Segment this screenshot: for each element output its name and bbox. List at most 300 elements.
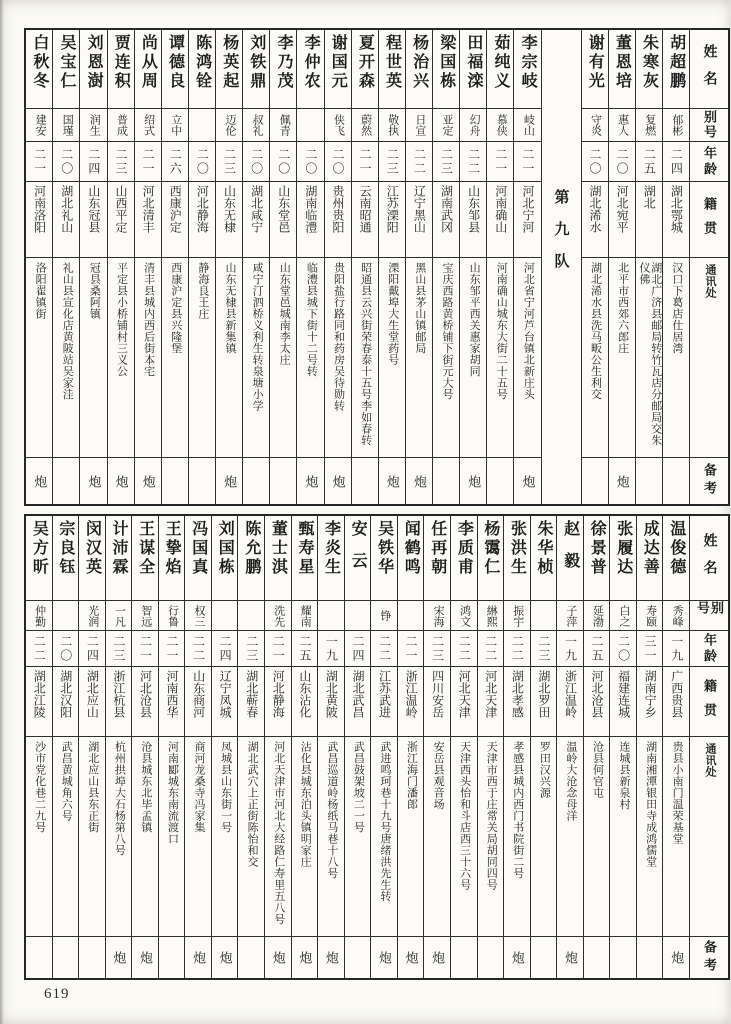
- person-age: 二一: [487, 141, 513, 181]
- person-age: 二〇: [243, 141, 269, 181]
- person-remark: 炮: [406, 457, 432, 504]
- person-remark: [79, 936, 105, 978]
- person-age: 二一: [398, 630, 424, 666]
- person-column: [26, 516, 53, 978]
- header-name: 姓名: [701, 44, 717, 98]
- person-address: 河北省宁河芦台镇北新庄头: [514, 257, 540, 457]
- person-address: 湖北应山县东正街: [79, 736, 105, 936]
- person-address: 汉口下葛店仕居湾: [663, 257, 689, 457]
- person-name: 刘恩澍: [85, 34, 103, 91]
- person-name: 宗良钰: [56, 520, 74, 577]
- person-alias: [345, 600, 371, 630]
- person-alias: 慕侠: [487, 108, 513, 141]
- person-remark: 炮: [135, 457, 161, 504]
- person-age: 二四: [345, 630, 371, 666]
- person-remark: [637, 936, 663, 978]
- person-address: 湖南湘潭银田寺成鸿儒堂: [637, 736, 663, 936]
- person-column: [325, 30, 352, 504]
- person-native-place: 河北沧县: [132, 666, 158, 736]
- person-alias: 立中: [162, 108, 188, 141]
- person-remark: [584, 936, 610, 978]
- person-name: 李仲农: [302, 34, 320, 91]
- person-age: 二二: [504, 630, 530, 666]
- person-age: 二六: [162, 141, 188, 181]
- person-age: 二五: [292, 630, 318, 666]
- header-place: 籍贯: [690, 666, 728, 736]
- person-alias: 佩青: [270, 108, 296, 141]
- person-name: 谢有光: [586, 34, 604, 91]
- person-column: [424, 516, 451, 978]
- person-age: 三一: [637, 630, 663, 666]
- person-remark: 炮: [514, 457, 540, 504]
- person-name: 张履达: [614, 520, 632, 577]
- person-remark: [243, 457, 269, 504]
- person-alias: 润生: [80, 108, 106, 141]
- person-native-place: 湖北武昌: [345, 666, 371, 736]
- person-age: 二五: [636, 141, 662, 181]
- person-age: 二二: [460, 141, 486, 181]
- person-native-place: 湖南宁乡: [637, 666, 663, 736]
- header-remark: 备考: [690, 936, 728, 978]
- person-name: 闻鹤鸣: [402, 520, 420, 577]
- person-name: 赵毅: [561, 520, 579, 584]
- person-remark: 炮: [26, 457, 52, 504]
- person-alias: 叔礼: [243, 108, 269, 141]
- person-age: 二二: [406, 141, 432, 181]
- person-age: 一九: [663, 630, 689, 666]
- person-address: 静海良王庄: [189, 257, 215, 457]
- person-alias: 郁彬: [663, 108, 689, 141]
- person-column: [609, 30, 636, 504]
- person-name: 冯国真: [189, 520, 207, 577]
- person-native-place: 湖北黄陂: [318, 666, 344, 736]
- header-age: 年龄: [690, 141, 728, 181]
- person-remark: [451, 936, 477, 978]
- person-address: 昭通县云兴街荣春泰十五号李如春转: [352, 257, 378, 457]
- person-address: 罗田汉兴源: [531, 736, 557, 936]
- person-alias: 一凡: [106, 600, 132, 630]
- header-address: 通讯处: [690, 736, 728, 936]
- person-column: [189, 30, 216, 504]
- person-name: 温俊德: [667, 520, 685, 577]
- person-remark: 炮: [424, 936, 450, 978]
- person-name: 茹纯义: [491, 34, 509, 91]
- person-name: 白秋冬: [30, 34, 48, 91]
- person-age: 二三: [108, 141, 134, 181]
- person-column: [433, 30, 460, 504]
- person-address: 天津市西于庄常关局胡同四号: [478, 736, 504, 936]
- person-age: 二二: [478, 630, 504, 666]
- person-remark: 炮: [398, 936, 424, 978]
- person-alias: [398, 600, 424, 630]
- person-native-place: 浙江杭县: [106, 666, 132, 736]
- person-remark: 炮: [132, 936, 158, 978]
- person-column: [584, 516, 611, 978]
- person-address: 杭州拱埠大石杨第八号: [106, 736, 132, 936]
- person-native-place: 湖南武冈: [433, 181, 459, 257]
- person-address: 湖北浠水县洗马畈公生利交: [582, 257, 608, 457]
- person-name: 王挚焰: [163, 520, 181, 577]
- person-age: 二三: [216, 141, 242, 181]
- person-native-place: 湖北浠水: [582, 181, 608, 257]
- person-column: [80, 30, 107, 504]
- column-headers: [690, 516, 728, 978]
- person-age: 二四: [80, 141, 106, 181]
- header-address: 通讯处: [690, 257, 728, 457]
- header-age: 年龄: [690, 630, 728, 666]
- person-alias: [238, 600, 264, 630]
- squad-label: 第九队: [552, 189, 569, 285]
- person-remark: [663, 457, 689, 504]
- person-age: 二〇: [297, 141, 323, 181]
- person-column: [265, 516, 292, 978]
- person-native-place: 湖北汉阳: [53, 666, 79, 736]
- person-alias: 白之: [610, 600, 636, 630]
- person-column: [270, 30, 297, 504]
- person-column: [398, 516, 425, 978]
- header-remark: 备考: [690, 457, 728, 504]
- person-alias: [297, 108, 323, 141]
- person-address: 冠县桑阿镇: [80, 257, 106, 457]
- person-native-place: 湖北蕲春: [238, 666, 264, 736]
- person-alias: 亚定: [433, 108, 459, 141]
- person-alias: 幻舟: [460, 108, 486, 141]
- person-alias: 建安: [26, 108, 52, 141]
- person-age: 二一: [352, 141, 378, 181]
- person-age: 二三: [379, 141, 405, 181]
- person-name: 谭德良: [166, 34, 184, 91]
- person-address: 凤城县山东街一号: [212, 736, 238, 936]
- person-age: 二一: [132, 630, 158, 666]
- person-name: 闵汉英: [83, 520, 101, 577]
- person-native-place: 山东商河: [185, 666, 211, 736]
- person-age: 二一: [159, 630, 185, 666]
- person-alias: 守炎: [582, 108, 608, 141]
- person-address: 武昌巡道岭杨纸马巷十八号: [318, 736, 344, 936]
- person-remark: 炮: [80, 457, 106, 504]
- person-address: 沧县何官屯: [584, 736, 610, 936]
- person-column: [216, 30, 243, 504]
- person-alias: 绍式: [135, 108, 161, 141]
- person-name: 谢国元: [329, 34, 347, 91]
- person-alias: 耀南: [292, 600, 318, 630]
- person-column: [610, 516, 637, 978]
- person-column: [531, 516, 558, 978]
- person-address: 临澧县城下街十二号转: [297, 257, 323, 457]
- person-age: 二〇: [189, 141, 215, 181]
- person-age: 二一: [26, 141, 52, 181]
- person-name: 胡超鹏: [667, 34, 685, 91]
- person-name: 尚从周: [139, 34, 157, 91]
- person-name: 杨英起: [220, 34, 238, 91]
- person-address: 湖北广济县邮局转竹瓦店分邮局交朱仪佛: [636, 257, 662, 457]
- person-alias: 宋海: [424, 600, 450, 630]
- person-remark: 炮: [609, 457, 635, 504]
- person-remark: 炮: [504, 936, 530, 978]
- person-native-place: 广西贵县: [663, 666, 689, 736]
- person-native-place: 湖南临澧: [297, 181, 323, 257]
- person-age: 二一: [265, 630, 291, 666]
- person-name: 安云: [349, 520, 367, 584]
- person-column: [238, 516, 265, 978]
- person-name: 李炎生: [322, 520, 340, 577]
- roster-table-top: [24, 28, 730, 506]
- roster-table-bottom: [24, 514, 730, 980]
- person-column: [478, 516, 505, 978]
- person-age: 二〇: [325, 141, 351, 181]
- person-alias: 延渤: [584, 600, 610, 630]
- person-name: 甄寿星: [295, 520, 313, 577]
- person-remark: 炮: [216, 457, 242, 504]
- person-alias: 蔚然: [352, 108, 378, 141]
- person-column: [135, 30, 162, 504]
- person-native-place: 湖北咸宁: [243, 181, 269, 257]
- person-column: [53, 30, 80, 504]
- person-name: 李宗岐: [519, 34, 537, 91]
- person-native-place: 山东无棣: [216, 181, 242, 257]
- person-remark: [610, 936, 636, 978]
- header-name: 姓名: [701, 533, 717, 587]
- person-alias: 铮: [371, 600, 397, 630]
- person-age: 二〇: [582, 141, 608, 181]
- person-native-place: 山东邹县: [460, 181, 486, 257]
- person-native-place: 辽宁凤城: [212, 666, 238, 736]
- person-address: 孝感县城内西门书院街二号: [504, 736, 530, 936]
- person-age: 二三: [106, 630, 132, 666]
- person-age: 一九: [557, 630, 583, 666]
- person-alias: 敬执: [379, 108, 405, 141]
- person-address: 温岭大沧念母洋: [557, 736, 583, 936]
- person-alias: [189, 108, 215, 141]
- person-native-place: 河北沧县: [584, 666, 610, 736]
- person-column: [106, 516, 133, 978]
- person-column: [487, 30, 514, 504]
- person-remark: 炮: [292, 936, 318, 978]
- person-address: 北平市西郊六郎庄: [609, 257, 635, 457]
- person-column: [292, 516, 319, 978]
- person-name: 朱寒灰: [640, 34, 658, 91]
- person-name: 徐景普: [588, 520, 606, 577]
- person-age: 二〇: [270, 141, 296, 181]
- person-name: 杨治兴: [410, 34, 428, 91]
- person-native-place: 湖北礼山: [53, 181, 79, 257]
- person-native-place: 山东沾化: [292, 666, 318, 736]
- person-alias: 岐山: [514, 108, 540, 141]
- person-remark: 炮: [212, 936, 238, 978]
- person-column: [582, 30, 609, 504]
- person-native-place: 山东堂邑: [270, 181, 296, 257]
- person-address: 山东无棣县新集镇: [216, 257, 242, 457]
- person-remark: 炮: [185, 936, 211, 978]
- person-native-place: 四川安岳: [424, 666, 450, 736]
- person-column: [663, 30, 690, 504]
- column-headers: [690, 30, 728, 504]
- person-remark: [270, 457, 296, 504]
- person-native-place: 河北天津: [451, 666, 477, 736]
- person-column: [352, 30, 379, 504]
- person-column: [504, 516, 531, 978]
- person-remark: [238, 936, 264, 978]
- person-name: 刘铁鼎: [247, 34, 265, 91]
- person-address: 武进鸣珂巷十九号唐绪洪先生转: [371, 736, 397, 936]
- person-address: 贵县小南门温荣基堂: [663, 736, 689, 936]
- header-alias: 别号: [690, 600, 728, 630]
- person-alias: 行鲁: [159, 600, 185, 630]
- person-age: 二三: [433, 141, 459, 181]
- person-column: [379, 30, 406, 504]
- person-remark: [352, 457, 378, 504]
- person-name: 梁国栋: [437, 34, 455, 91]
- person-name: 李乃茂: [274, 34, 292, 91]
- person-column: [371, 516, 398, 978]
- person-column: [243, 30, 270, 504]
- person-remark: 炮: [379, 457, 405, 504]
- person-remark: [636, 457, 662, 504]
- person-name: 朱华桢: [535, 520, 553, 577]
- person-alias: 仲勤: [26, 600, 52, 630]
- person-native-place: 河北静海: [265, 666, 291, 736]
- person-address: 洛阳翟镇街: [26, 257, 52, 457]
- person-column: [79, 516, 106, 978]
- person-address: 商河龙桑寺冯家集: [185, 736, 211, 936]
- person-address: 浙江海门潘郎: [398, 736, 424, 936]
- person-remark: 炮: [663, 936, 689, 978]
- person-name: 贾连积: [112, 34, 130, 91]
- person-address: 礼山县宣化店黄陂站吴家洼: [53, 257, 79, 457]
- person-address: 连城县新泉村: [610, 736, 636, 936]
- person-name: 夏开森: [356, 34, 374, 91]
- person-remark: 炮: [297, 457, 323, 504]
- person-age: 二〇: [53, 141, 79, 181]
- person-native-place: 贵州贵阳: [325, 181, 351, 257]
- person-age: 二〇: [610, 630, 636, 666]
- person-age: 二三: [531, 630, 557, 666]
- person-age: 二四: [212, 630, 238, 666]
- person-age: 二〇: [609, 141, 635, 181]
- person-alias: 綝熙: [478, 600, 504, 630]
- person-name: 成达善: [641, 520, 659, 577]
- person-name: 张洪生: [508, 520, 526, 577]
- person-column: [318, 516, 345, 978]
- person-age: 二四: [663, 141, 689, 181]
- person-remark: [487, 457, 513, 504]
- person-name: 李质甫: [455, 520, 473, 577]
- person-address: 湖北武穴上正街陈怡和交: [238, 736, 264, 936]
- person-remark: 炮: [325, 457, 351, 504]
- person-address: 山东邹平西关惠家胡同: [460, 257, 486, 457]
- person-address: 河南确山城东大街二十五号: [487, 257, 513, 457]
- person-remark: 炮: [371, 936, 397, 978]
- person-native-place: 江苏武进: [371, 666, 397, 736]
- person-native-place: 河北静海: [189, 181, 215, 257]
- person-address: 山东堂邑城南李太庄: [270, 257, 296, 457]
- person-address: 咸宁汀泗桥义利生转泉塘小学: [243, 257, 269, 457]
- person-native-place: 河南西华: [159, 666, 185, 736]
- person-name: 董士淇: [269, 520, 287, 577]
- person-remark: 炮: [265, 936, 291, 978]
- person-remark: [162, 457, 188, 504]
- person-remark: [26, 936, 52, 978]
- person-address: 黑山县茅山镇邮局: [406, 257, 432, 457]
- person-native-place: 湖北: [636, 181, 662, 257]
- person-column: [637, 516, 664, 978]
- person-remark: [159, 936, 185, 978]
- person-column: [636, 30, 663, 504]
- person-age: 二二: [451, 630, 477, 666]
- person-native-place: 河北宛平: [609, 181, 635, 257]
- person-age: 二五: [584, 630, 610, 666]
- person-native-place: 浙江温岭: [398, 666, 424, 736]
- person-alias: 权三: [185, 600, 211, 630]
- person-address: 天津西头怡和斗店西三十六号: [451, 736, 477, 936]
- person-name: 吴铁华: [375, 520, 393, 577]
- person-column: [297, 30, 324, 504]
- person-address: 武昌鼓架坡二一号: [345, 736, 371, 936]
- person-address: 宝庆西路黄桥铺下街元大号: [433, 257, 459, 457]
- person-alias: 洗先: [265, 600, 291, 630]
- person-native-place: 河北天津: [478, 666, 504, 736]
- person-alias: 普成: [108, 108, 134, 141]
- person-remark: 炮: [318, 936, 344, 978]
- person-column: [451, 516, 478, 978]
- person-alias: 智远: [132, 600, 158, 630]
- person-name: 吴宝仁: [57, 34, 75, 91]
- person-native-place: 河北清丰: [135, 181, 161, 257]
- person-alias: [212, 600, 238, 630]
- person-alias: [318, 600, 344, 630]
- person-name: 任再朝: [428, 520, 446, 577]
- person-column: [663, 516, 690, 978]
- person-native-place: 山东冠县: [80, 181, 106, 257]
- person-remark: [53, 936, 79, 978]
- person-column: [185, 516, 212, 978]
- person-column: [514, 30, 541, 504]
- person-age: 二二: [371, 630, 397, 666]
- person-address: 贵阳盐行路同和药房吴待勋转: [325, 257, 351, 457]
- person-native-place: 福建连城: [610, 666, 636, 736]
- person-alias: 寿颐: [637, 600, 663, 630]
- person-address: 沧县城东北毕孟镇: [132, 736, 158, 936]
- person-native-place: 河南确山: [487, 181, 513, 257]
- person-address: 清丰县城内西后街本宅: [135, 257, 161, 457]
- person-alias: 国瑾: [53, 108, 79, 141]
- person-address: 沾化县城东泊头镇明家庄: [292, 736, 318, 936]
- person-native-place: 辽宁黑山: [406, 181, 432, 257]
- person-column: [132, 516, 159, 978]
- person-alias: 日宣: [406, 108, 432, 141]
- person-alias: 光润: [79, 600, 105, 630]
- person-column: [406, 30, 433, 504]
- person-age: 二三: [424, 630, 450, 666]
- person-column: [212, 516, 239, 978]
- person-address: 河北天津市河北大经路仁寿里五八号: [265, 736, 291, 936]
- person-native-place: 湖北鄂城: [663, 181, 689, 257]
- person-age: 二三: [238, 630, 264, 666]
- person-column: [162, 30, 189, 504]
- person-alias: 子萍: [557, 600, 583, 630]
- person-age: 二二: [26, 630, 52, 666]
- person-native-place: 河南洛阳: [26, 181, 52, 257]
- person-alias: 鸿文: [451, 600, 477, 630]
- person-column: [159, 516, 186, 978]
- person-alias: 振宇: [504, 600, 530, 630]
- person-column: [557, 516, 584, 978]
- person-remark: 炮: [460, 457, 486, 504]
- person-native-place: 湖北江陵: [26, 666, 52, 736]
- person-name: 王谋全: [136, 520, 154, 577]
- header-place: 籍贯: [690, 181, 728, 257]
- person-native-place: 云南昭通: [352, 181, 378, 257]
